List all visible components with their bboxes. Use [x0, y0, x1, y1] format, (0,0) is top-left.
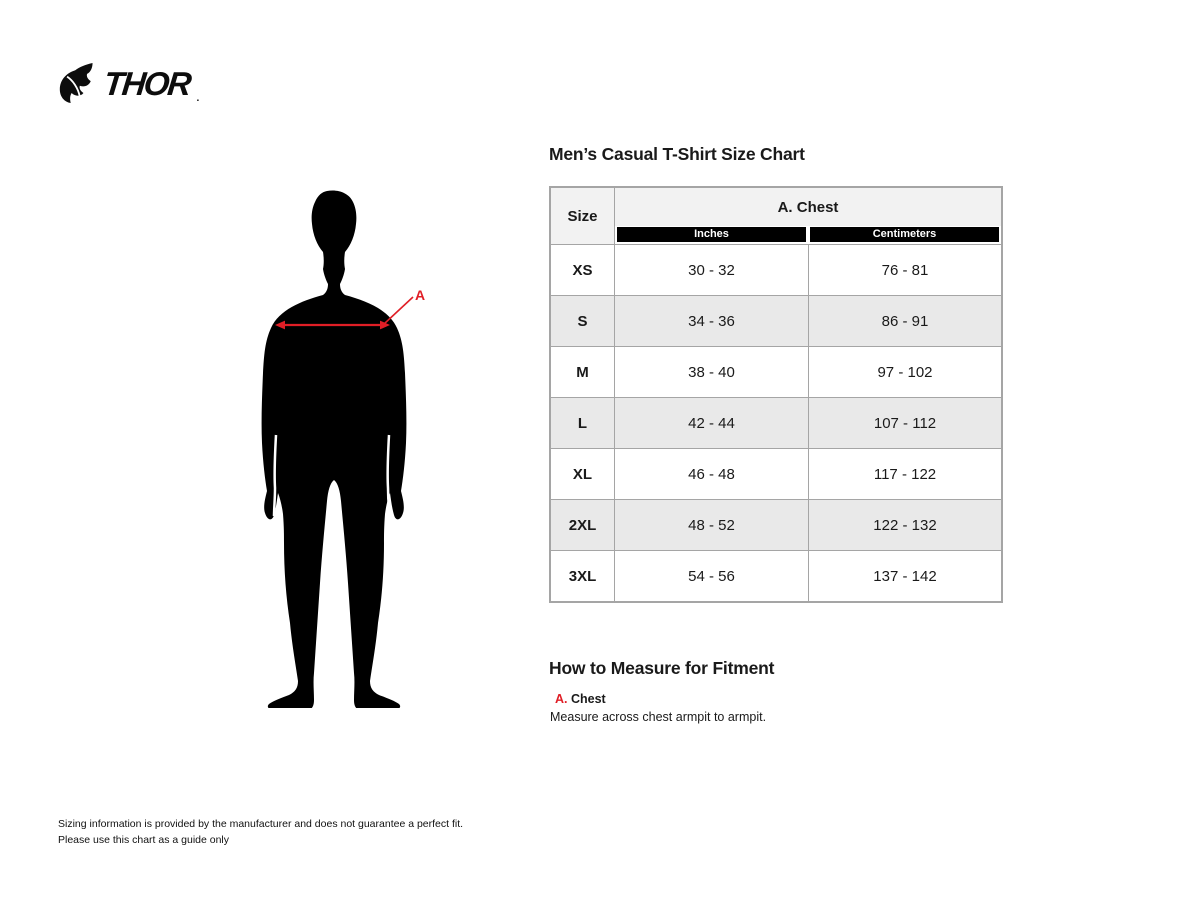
measure-item	[555, 692, 1001, 706]
size-chart-title: Men’s Casual T-Shirt Size Chart	[549, 144, 805, 164]
table-subheader-inches-cell	[614, 226, 808, 244]
table-row	[551, 448, 1001, 499]
thor-ram-icon	[58, 60, 98, 106]
size-cell: M	[551, 346, 614, 397]
inches-cell: 34 - 36	[614, 295, 808, 346]
centimeters-cell: 97 - 102	[808, 346, 1001, 397]
measure-item-name: Chest	[570, 692, 606, 706]
table-row	[551, 346, 1001, 397]
table-row	[551, 550, 1001, 601]
centimeters-cell: 76 - 81	[808, 244, 1001, 295]
centimeters-cell: 117 - 122	[808, 448, 1001, 499]
table-row	[551, 244, 1001, 295]
size-cell: 2XL	[551, 499, 614, 550]
table-subheader-centimeters-cell	[808, 226, 1001, 244]
size-cell: S	[551, 295, 614, 346]
inches-cell: 54 - 56	[614, 550, 808, 601]
centimeters-cell: 137 - 142	[808, 550, 1001, 601]
size-cell: XS	[551, 244, 614, 295]
footer-disclaimer	[58, 817, 463, 849]
footer-disclaimer-line2: Please use this chart as a guide only	[58, 833, 230, 846]
centimeters-cell: 107 - 112	[808, 397, 1001, 448]
table-row	[551, 397, 1001, 448]
size-cell: XL	[551, 448, 614, 499]
how-to-measure-section	[549, 658, 1001, 724]
size-cell: L	[551, 397, 614, 448]
table-header-centimeters: Centimeters	[810, 227, 999, 242]
table-row	[551, 499, 1001, 550]
table-header-chest-group: A. Chest	[614, 188, 1001, 226]
size-cell: 3XL	[551, 550, 614, 601]
footer-disclaimer-line1: Sizing information is provided by the manufacturer and does not guarantee a perfect fit.	[58, 818, 464, 830]
size-chart-section	[549, 144, 1001, 603]
measure-item-description: Measure across chest armpit to armpit.	[550, 710, 767, 724]
centimeters-cell: 86 - 91	[808, 295, 1001, 346]
thor-logo-wordmark: THOR	[102, 64, 192, 102]
thor-logo-trademark: .	[196, 93, 200, 104]
inches-cell: 30 - 32	[614, 244, 808, 295]
table-header-inches: Inches	[617, 227, 806, 242]
inches-cell: 48 - 52	[614, 499, 808, 550]
table-header-size: Size	[551, 188, 614, 244]
centimeters-cell: 122 - 132	[808, 499, 1001, 550]
inches-cell: 42 - 44	[614, 397, 808, 448]
table-row	[551, 295, 1001, 346]
body-silhouette-figure	[250, 183, 430, 708]
how-to-measure-title: How to Measure for Fitment	[549, 658, 775, 678]
measurement-label-a: A	[415, 287, 426, 303]
brand-logo	[58, 60, 199, 106]
body-silhouette	[250, 183, 430, 708]
measure-item-key: A.	[555, 692, 568, 706]
inches-cell: 46 - 48	[614, 448, 808, 499]
size-chart-table	[549, 186, 1003, 603]
inches-cell: 38 - 40	[614, 346, 808, 397]
